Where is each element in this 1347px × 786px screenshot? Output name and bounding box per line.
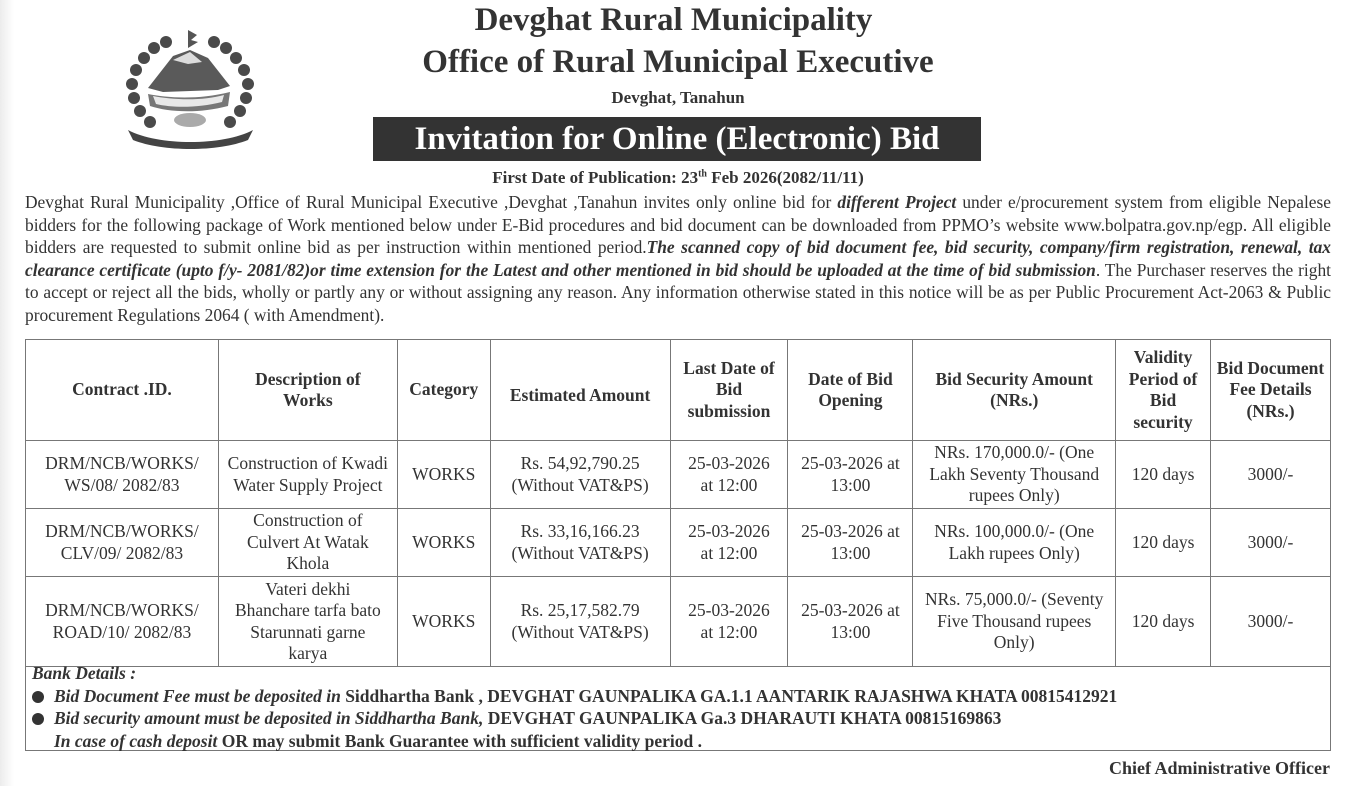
header-category: Category bbox=[397, 340, 490, 441]
header-opening-date: Date of Bid Opening bbox=[788, 340, 913, 441]
cell-estimated-amount bbox=[490, 441, 670, 509]
header-estimated-amount: Estimated Amount bbox=[490, 340, 670, 441]
intro-paragraph bbox=[25, 191, 1331, 327]
intro-text-1: Devghat Rural Municipality ,Office of Rural Municipal Executive ,Devghat ,Tanahun invites only online bid for bbox=[25, 192, 838, 212]
cell-category: WORKS bbox=[397, 441, 490, 509]
bank-item-cash-label: In case of cash deposit bbox=[54, 730, 218, 751]
bank-item-security-account: DEVGHAT GAUNPALIKA Ga.3 DHARAUTI KHATA 00815169863 bbox=[483, 708, 1002, 728]
header-bid-security: Bid Security Amount (NRs.) bbox=[913, 340, 1116, 441]
amount-value: Rs. 54,92,790.25 bbox=[520, 453, 640, 473]
header-last-date: Last Date of Bid submission bbox=[670, 340, 788, 441]
cell-last-date: 25-03-2026 at 12:00 bbox=[670, 509, 788, 577]
bank-item-fee-account: Siddhartha Bank , DEVGHAT GAUNPALIKA GA.1.1 AANTARIK RAJASHWA KHATA 00815412921 bbox=[345, 685, 1118, 706]
cell-fee: 3000/- bbox=[1211, 509, 1331, 577]
cell-estimated-amount bbox=[490, 509, 670, 577]
cell-opening-date: 25-03-2026 at 13:00 bbox=[788, 577, 913, 667]
cell-description: Construction of Culvert At Watak Khola bbox=[218, 509, 397, 577]
bank-details-title: Bank Details : bbox=[32, 663, 137, 683]
bullet-icon bbox=[32, 691, 44, 703]
amount-note: (Without VAT&PS) bbox=[511, 621, 649, 642]
intro-emphasis-1: different Project bbox=[837, 192, 957, 212]
org-name: Devghat Rural Municipality bbox=[474, 2, 873, 38]
publication-date bbox=[0, 168, 1347, 188]
cell-bid-security: NRs. 170,000.0/- (One Lakh Seventy Thousand rupees Only) bbox=[913, 441, 1116, 509]
amount-value: Rs. 25,17,582.79 bbox=[520, 600, 640, 620]
cell-validity: 120 days bbox=[1116, 441, 1211, 509]
bank-item-cash-text: OR may submit Bank Guarantee with sufficient validity period . bbox=[217, 730, 703, 751]
cell-fee: 3000/- bbox=[1211, 577, 1331, 667]
cell-validity: 120 days bbox=[1116, 577, 1211, 667]
publication-suffix: th bbox=[698, 168, 707, 180]
cell-contract-id: DRM/NCB/WORKS/ ROAD/10/ 2082/83 bbox=[26, 577, 219, 667]
location: Devghat, Tanahun bbox=[611, 88, 745, 107]
cell-validity: 120 days bbox=[1116, 509, 1211, 577]
table-header-row bbox=[26, 340, 1331, 441]
cell-last-date: 25-03-2026 at 12:00 bbox=[670, 441, 788, 509]
cell-contract-id: DRM/NCB/WORKS/ WS/08/ 2082/83 bbox=[26, 441, 219, 509]
cell-opening-date: 25-03-2026 at 13:00 bbox=[788, 441, 913, 509]
cell-last-date: 25-03-2026 at 12:00 bbox=[670, 577, 788, 667]
header-fee: Bid Document Fee Details (NRs.) bbox=[1211, 340, 1331, 441]
cell-bid-security: NRs. 100,000.0/- (One Lakh rupees Only) bbox=[913, 509, 1116, 577]
table-row bbox=[26, 441, 1331, 509]
intro-emphasis-2: The scanned copy of bid document fee, bid security, company/firm registration, renewal, tax clearance certificate (upto f/y- 2081/82)or time extension for the Latest and other mentioned in bid should be uploaded at the time of bid submission bbox=[25, 237, 1331, 280]
cell-description: Construction of Kwadi Water Supply Project bbox=[218, 441, 397, 509]
cell-fee: 3000/- bbox=[1211, 441, 1331, 509]
bank-item-fee bbox=[32, 685, 1324, 708]
signature-title: Chief Administrative Officer bbox=[1109, 758, 1330, 778]
office-name: Office of Rural Municipal Executive bbox=[422, 44, 934, 80]
publication-date-value: Feb 2026(2082/11/11) bbox=[706, 168, 864, 187]
cell-category: WORKS bbox=[397, 509, 490, 577]
notice-title-banner: Invitation for Online (Electronic) Bid bbox=[373, 117, 981, 161]
cell-category: WORKS bbox=[397, 577, 490, 667]
bank-item-cash bbox=[32, 730, 1324, 753]
cell-estimated-amount bbox=[490, 577, 670, 667]
intro-text-2: under e/procurement system from eligible Nepalese bidders for the following package of Work mentioned below under E-Bid procedures and bid document can be downloaded from PPMO’s website www.bolpatra.gov.np/egp. All eligible bidders are requested to submit online bid as per instruction within mentioned period. bbox=[25, 192, 1331, 258]
amount-note: (Without VAT&PS) bbox=[511, 474, 649, 495]
bullet-icon bbox=[32, 713, 44, 725]
intro-text-3: . The Purchaser reserves the right to accept or reject all the bids, wholly or partly any or without assigning any reason. Any information otherwise stated in this notice will be as per Public Procurement Act-2063 & Public procurement Regulations 2064 ( with Amendment). bbox=[25, 259, 1331, 325]
bank-item-security bbox=[32, 707, 1324, 730]
bid-table bbox=[25, 339, 1331, 667]
cell-contract-id: DRM/NCB/WORKS/ CLV/09/ 2082/83 bbox=[26, 509, 219, 577]
bank-details bbox=[25, 660, 1331, 751]
cell-description: Vateri dekhi Bhanchare tarfa bato Starunnati garne karya bbox=[218, 577, 397, 667]
bank-item-security-label: Bid security amount must be deposited in Siddhartha Bank, bbox=[54, 708, 484, 728]
bank-item-fee-label: Bid Document Fee must be deposited in bbox=[54, 685, 346, 706]
publication-label: First Date of Publication: 23 bbox=[492, 168, 699, 187]
cell-bid-security: NRs. 75,000.0/- (Seventy Five Thousand rupees Only) bbox=[913, 577, 1116, 667]
cell-opening-date: 25-03-2026 at 13:00 bbox=[788, 509, 913, 577]
table-row bbox=[26, 509, 1331, 577]
table-row bbox=[26, 577, 1331, 667]
amount-value: Rs. 33,16,166.23 bbox=[520, 521, 640, 541]
amount-note: (Without VAT&PS) bbox=[511, 542, 649, 563]
header-description: Description of Works bbox=[218, 340, 397, 441]
page-edge-shadow bbox=[0, 0, 14, 786]
header-validity: Validity Period of Bid security bbox=[1116, 340, 1211, 441]
header-contract-id: Contract .ID. bbox=[26, 340, 219, 441]
